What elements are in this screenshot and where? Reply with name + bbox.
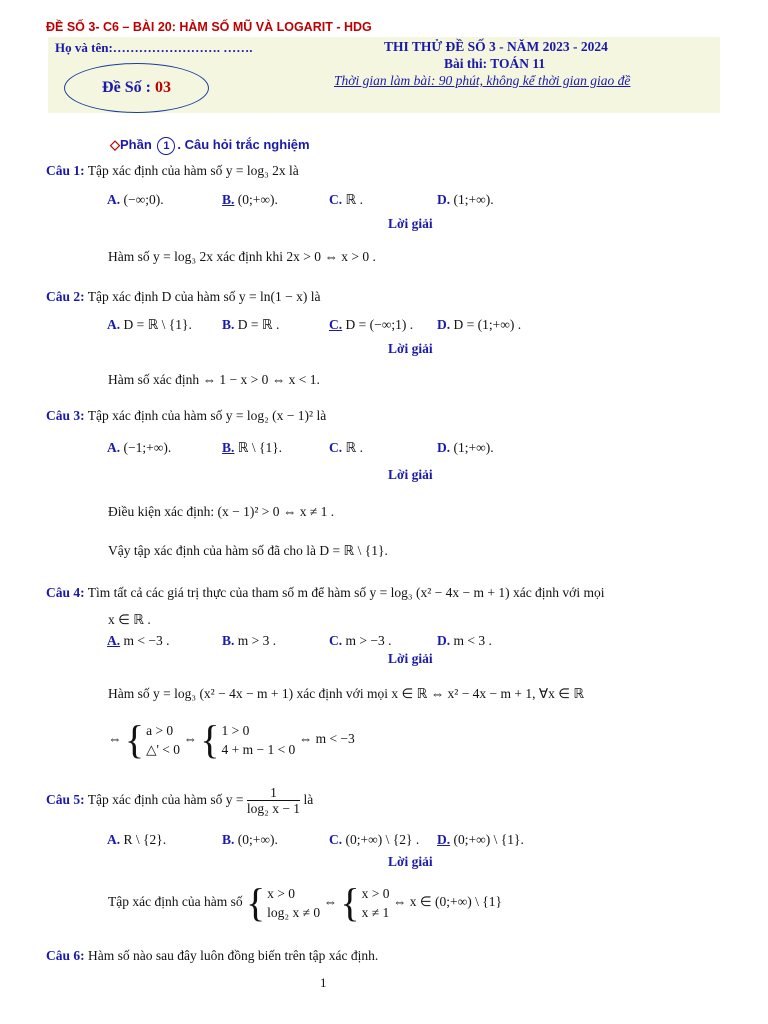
- exam-time: Thời gian làm bài: 90 phút, không kể thời gian giao đề: [334, 73, 631, 88]
- question-3: Câu 3: Tập xác định của hàm số y = log₂ (x − 1)² là: [46, 408, 327, 423]
- option-d: D. m < 3 .: [437, 633, 492, 648]
- student-name-line: Họ và tên:……………………. …….: [55, 40, 253, 55]
- option-c: C. (0;+∞) \ {2} .: [329, 832, 420, 847]
- exam-number: 03: [154, 79, 171, 96]
- solution-heading: Lời giải: [388, 854, 433, 869]
- question-6: Câu 6: Hàm số nào sau đây luôn đồng biến trên tập xác định.: [46, 948, 379, 963]
- option-b: B. m > 3 .: [222, 633, 277, 648]
- document-top-title: ĐỀ SỐ 3- C6 – BÀI 20: HÀM SỐ MŨ VÀ LOGARIT - HDG: [46, 20, 372, 34]
- option-b-correct: B. ℝ \ {1}.: [222, 440, 283, 455]
- solution-heading: Lời giải: [388, 651, 433, 666]
- option-b-correct: B. (0;+∞).: [222, 192, 278, 207]
- option-d: D. (1;+∞).: [437, 440, 494, 455]
- question-1: [46, 163, 299, 179]
- exam-number-label: Đề Số :: [102, 79, 151, 96]
- option-c-correct: C. D = (−∞;1) .: [329, 317, 414, 332]
- page-number: 1: [320, 975, 327, 990]
- question-label: Câu 1:: [46, 163, 85, 178]
- option-d: D. (1;+∞).: [437, 192, 494, 207]
- option-a: A. D = ℝ \ {1}.: [107, 317, 192, 332]
- solution-text: Điều kiện xác định: (x − 1)² > 0 ⇔ x ≠ 1 .: [108, 504, 335, 519]
- option-c: C. ℝ .: [329, 440, 363, 455]
- part-prefix: Phần: [120, 137, 156, 152]
- question-4: Câu 4: Tìm tất cả các giá trị thực của tham số m để hàm số y = log₃ (x² − 4x − m + 1) xác định với mọi: [46, 585, 605, 600]
- exam-number-oval: [64, 63, 209, 113]
- question-text: Tập xác định của hàm số y = log₃ 2x là: [87, 163, 299, 178]
- exam-subject: Bài thi: TOÁN 11: [444, 56, 546, 71]
- exam-title: THI THỬ ĐỀ SỐ 3 - NĂM 2023 - 2024: [384, 39, 608, 54]
- option-d-correct: D. (0;+∞) \ {1}.: [437, 832, 524, 847]
- question-4-continued: x ∈ ℝ .: [108, 612, 151, 627]
- option-a: A. (−∞;0).: [107, 192, 164, 207]
- option-a: A. (−1;+∞).: [107, 440, 172, 455]
- solution-heading: Lời giải: [388, 467, 433, 482]
- solution-conclusion: Vậy tập xác định của hàm số đã cho là D = ℝ \ {1}.: [108, 543, 388, 558]
- question-2: Câu 2: Tập xác định D của hàm số y = ln(1 − x) là: [46, 289, 321, 304]
- option-c: C. ℝ .: [329, 192, 363, 207]
- option-c: C. m > −3 .: [329, 633, 392, 648]
- option-a: A. R \ {2}.: [107, 832, 167, 847]
- solution-system: ⇔ { a > 0 △' < 0 ⇔ { 1 > 0 4 + m − 1 < 0 ⇔ m < −3: [108, 717, 355, 762]
- part-title: . Câu hỏi trắc nghiệm: [177, 137, 310, 152]
- option-b: B. (0;+∞).: [222, 832, 278, 847]
- solution-heading: Lời giải: [388, 341, 433, 356]
- question-5: Câu 5: Tập xác định của hàm số y = $\frac{1}{\text{log₂ x − 1}}$ là: [46, 785, 314, 816]
- option-a-correct: A. m < −3 .: [107, 633, 170, 648]
- solution-text: Hàm số y = log₃ 2x xác định khi 2x > 0 ⇔ x > 0 .: [108, 249, 376, 264]
- part-number-circle: 1: [157, 137, 175, 155]
- part-heading: [110, 137, 310, 155]
- option-d: D. D = (1;+∞) .: [437, 317, 522, 332]
- fraction: $\frac{1}{\text{log₂ x − 1}}$: [246, 785, 301, 816]
- diamond-icon: ◇: [110, 137, 120, 152]
- solution-text: Hàm số xác định ⇔ 1 − x > 0 ⇔ x < 1.: [108, 372, 320, 387]
- option-b: B. D = ℝ .: [222, 317, 280, 332]
- solution-text: Hàm số y = log₃ (x² − 4x − m + 1) xác định với mọi x ∈ ℝ ⇔ x² − 4x − m + 1, ∀x ∈ ℝ: [108, 686, 585, 701]
- solution-heading: Lời giải: [388, 216, 433, 231]
- solution-system: Tập xác định của hàm số { x > 0 log₂ x ≠ 0 ⇔ { x > 0 x ≠ 1 ⇔ x ∈ (0;+∞) \ {1}: [108, 880, 502, 925]
